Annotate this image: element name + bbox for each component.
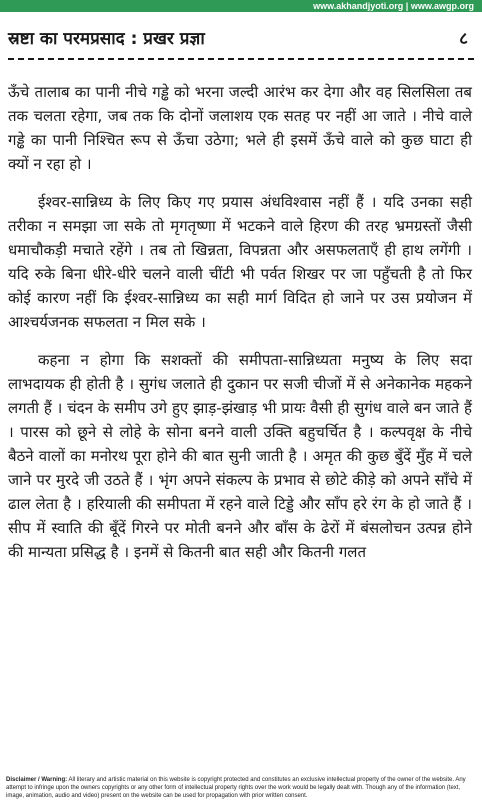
site-banner [0,0,482,12]
page-header [8,28,474,50]
page-number: ८ [459,29,468,49]
paragraph-2: ईश्वर-सान्निध्य के लिए किए गए प्रयास अंधविश्वास नहीं हैं । यदि उनका सही तरीका न समझा जा सके तो मृगतृष्णा में भटकने वाले हिरण की तरह भ्रमग्रस्तों जैसी धमाचौकड़ी मचाते रहेंगे । तब तो खिन्नता, विपन्नता और असफलताएँ ही हाथ लगेंगी । यदि रुके बिना धीरे-धीरे चलने वाली चींटी भी पर्वत शिखर पर जा पहुँचती है तो फिर कोई कारण नहीं कि ईश्वर-सान्निध्य का सही मार्ग विदित हो जाने पर उस प्रयोजन में आश्चर्यजनक सफलता न मिल सके । [8,193,472,331]
article-body [8,80,472,578]
disclaimer-text: All literary and artistic material on this website is copyright protected and constitutes an exclusive intellectual property of the owner of the website. Any attempt to infringe upon the owners copyrights or any other form of intellectual property rights over the work would be legally dealt with. Though any of the information (text, image, animation, audio and video) present on the website can be used for propagation with prior written consent. [6,777,466,799]
paragraph-1: ऊँचे तालाब का पानी नीचे गड्ढे को भरना जल्दी आरंभ कर देगा और वह सिलसिला तब तक चलता रहेगा, जब तक कि दोनों जलाशय एक सतह पर नहीं आ जाते । नीचे वाले गड्ढे का पानी निश्चित रूप से ऊँचा उठेगा; भले ही इसमें ऊँचे वाले को कुछ घाटा ही क्यों न रहा हो । [8,83,472,173]
disclaimer-label: Disclaimer / Warning: [6,777,68,783]
disclaimer-footer [0,774,482,808]
site-url[interactable]: www.akhandjyoti.org | www.awgp.org [313,1,474,11]
dashed-divider [8,58,474,60]
paragraph-3: कहना न होगा कि सशक्तों की समीपता-सान्निध्यता मनुष्य के लिए सदा लाभदायक ही होती है । सुगंध जलाते ही दुकान पर सजी चीजों में से अनेकानेक महकने लगती हैं । चंदन के समीप उगे हुए झाड़-झंखाड़ भी प्रायः वैसी ही सुगंध वाले बन जाते हैं । पारस को छूने से लोहे के सोना बनने वाली उक्ति बहुचर्चित है । कल्पवृक्ष के नीचे बैठने वालों का मनोरथ पूरा होने की बात सुनी जाती है । अमृत की कुछ बुँदें मुँह में चले जाने पर मुरदे जी उठते हैं । भृंग अपने संकल्प के प्रभाव से छोटे कीड़े को अपने साँचे में ढाल लेता है । हरियाली की समीपता में रहने वाले टिड्डे और साँप हरे रंग के हो जाते हैं । सीप में स्वाति की बूँदें गिरने पर मोती बनने और बाँस के ढेरों में बंसलोचन उत्पन्न होने की मान्यता प्रसिद्ध है । इनमें से कितनी बात सही और कितनी गलत [8,351,472,561]
page-title: स्रष्टा का परमप्रसाद : प्रखर प्रज्ञा [8,29,205,49]
